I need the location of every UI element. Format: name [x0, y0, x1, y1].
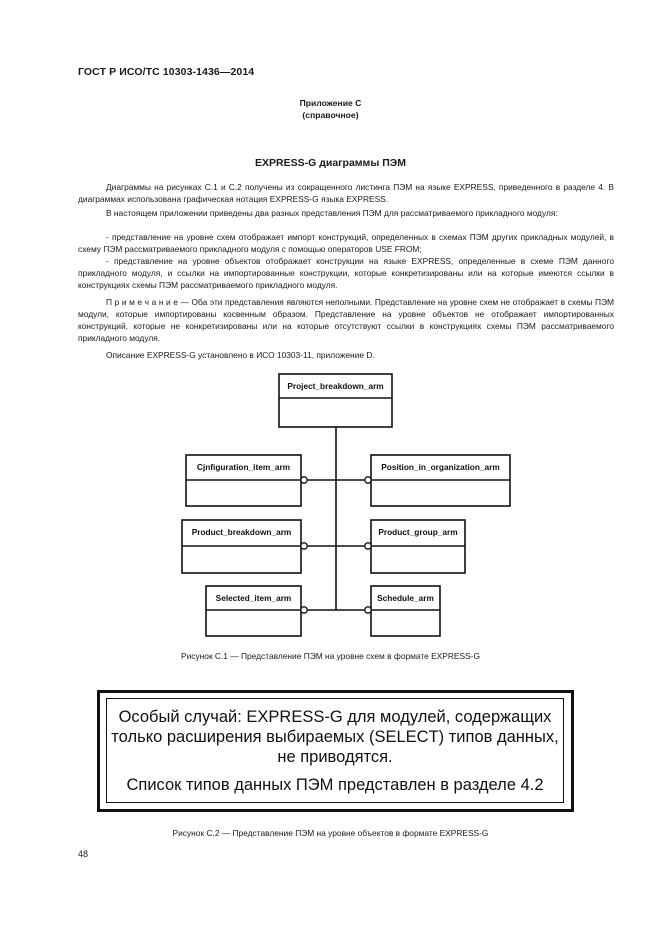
appendix-subtitle: (справочное) [302, 110, 359, 120]
express-g-diagram [0, 370, 661, 650]
entity-label-left-1: Cjnfiguration_item_arm [196, 462, 291, 472]
page-number: 48 [78, 849, 89, 859]
relationship-circle [365, 607, 371, 613]
paragraph-3: - представление на уровне схем отображает импорт конструкций, определенных в схемах ПЭМ других прикладных модулей, в схему ПЭМ рассматриваемого прикладного модуля с помощью операторов USE FROM; [78, 232, 614, 254]
appendix-title: Приложение С [299, 98, 362, 108]
entity-label-top: Project_breakdown_arm [287, 381, 384, 391]
entity-label-right-2: Product_group_arm [378, 527, 458, 537]
relationship-circle [301, 607, 307, 613]
figure-2-caption: Рисунок С.2 — Представление ПЭМ на уровне объектов в формате EXPRESS-G [172, 828, 489, 838]
entity-label-left-3: Selected_item_arm [215, 593, 292, 603]
paragraph-4: - представление на уровне объектов отображает конструкции на языке EXPRESS, определенные в схеме ПЭМ данного прикладного модуля, и ссылки на импортированные конструкции, которые конкретизированы или на которые имеются ссылки в конструкциях схемы ПЭМ рассматриваемого прикладного модуля. [78, 256, 614, 290]
note-paragraph [78, 296, 614, 344]
relationship-circle [365, 543, 371, 549]
relationship-circle [301, 477, 307, 483]
paragraph-1: Диаграммы на рисунках С.1 и С.2 получены из сокращенного листинга ПЭМ на языке EXPRESS, приведенного в разделе 4. В диаграммах использована графическая нотация EXPRESS-G языка EXPRESS. [78, 182, 614, 204]
banner-line-4: Список типов данных ПЭМ представлен в разделе 4.2 [126, 776, 544, 794]
relationship-circle [365, 477, 371, 483]
banner-line-1: Особый случай: EXPRESS-G для модулей, содержащих [118, 708, 552, 726]
entity-label-right-3: Schedule_arm [377, 593, 434, 603]
banner-line-2: только расширения выбираемых (SELECT) типов данных, [111, 728, 559, 746]
banner-line-3: не приводятся. [277, 748, 393, 766]
section-title: EXPRESS-G диаграммы ПЭМ [255, 157, 406, 169]
entity-label-right-1: Position_in_organization_arm [381, 462, 500, 472]
paragraph-5: Описание EXPRESS-G установлено в ИСО 10303-11, приложение D. [106, 350, 375, 360]
figure-1-caption: Рисунок С.1 — Представление ПЭМ на уровне схем в формате EXPRESS-G [181, 651, 480, 661]
note-label: П р и м е ч а н и е [106, 297, 178, 307]
note-text: — Оба эти представления являются неполными. Представление на уровне схем не отображает в схемы ПЭМ модули, которые импортированы косвенным образом. Представление на уровне объектов не отображает импортированных конструкций, которые не конкретизированы или на которые отсутствуют ссылки в конструкциях схемы ПЭМ рассматриваемого прикладного модуля. [78, 297, 614, 343]
paragraph-2: В настоящем приложении приведены два разных представления ПЭМ для рассматриваемого прикладного модуля: [106, 208, 558, 218]
document-header: ГОСТ Р ИСО/ТС 10303-1436—2014 [78, 66, 255, 78]
entity-label-left-2: Product_breakdown_arm [191, 527, 292, 537]
relationship-circle [301, 543, 307, 549]
